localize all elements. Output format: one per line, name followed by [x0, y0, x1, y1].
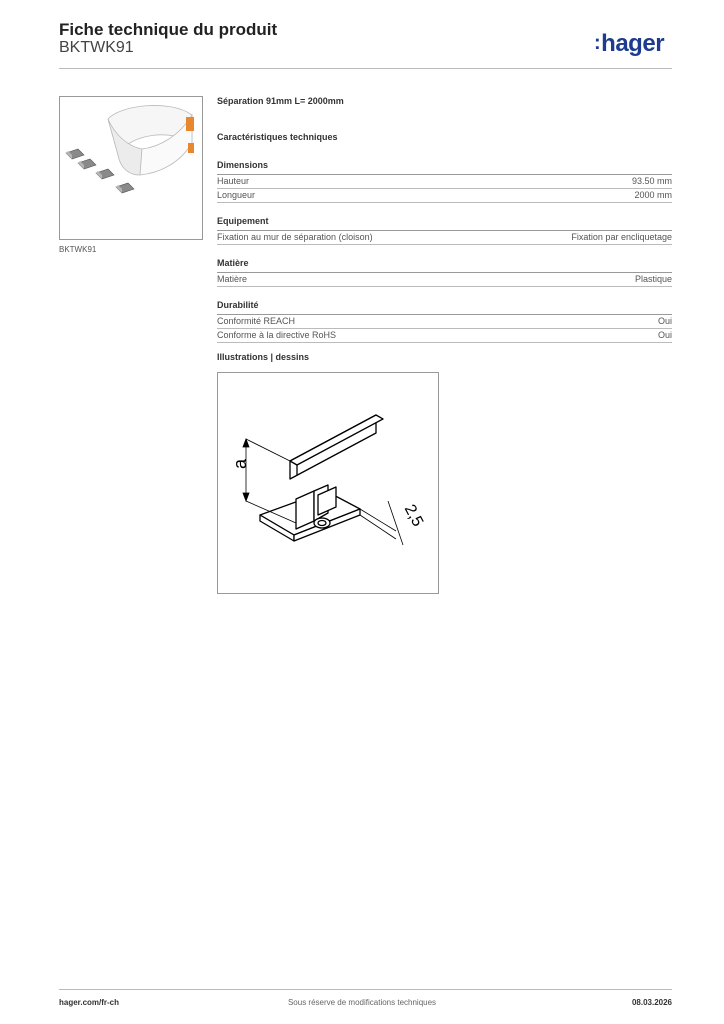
section-title: Caractéristiques techniques — [217, 132, 338, 142]
illustrations-title: Illustrations | dessins — [217, 352, 310, 362]
spec-row — [217, 329, 672, 343]
group-title: Equipement — [217, 216, 672, 231]
spec-label: Hauteur — [217, 176, 250, 186]
spec-label: Matière — [217, 274, 248, 284]
spec-label: Conformité REACH — [217, 316, 296, 326]
product-photo — [59, 96, 203, 240]
spec-value: Oui — [657, 316, 672, 326]
footer-divider — [59, 989, 672, 990]
logo-prefix: : — [594, 32, 601, 54]
spec-row — [217, 273, 672, 287]
product-reference: BKTWK91 — [59, 39, 134, 56]
product-photo-graphic — [60, 97, 202, 239]
header-divider — [59, 68, 672, 69]
footer-date: 08.03.2026 — [631, 998, 672, 1007]
spec-value: Fixation par encliquetage — [571, 232, 672, 242]
spec-value: 93.50 mm — [631, 176, 672, 186]
spec-label: Conforme à la directive RoHS — [217, 330, 337, 340]
dimension-a-label: a — [230, 458, 250, 469]
spec-table — [217, 96, 672, 356]
technical-drawing-graphic — [218, 373, 438, 593]
product-name: Séparation 91mm L= 2000mm — [217, 96, 344, 106]
group-title: Matière — [217, 258, 672, 273]
spec-label: Longueur — [217, 190, 256, 200]
spec-group-dimensions — [217, 160, 672, 203]
spec-row — [217, 231, 672, 245]
spec-row — [217, 315, 672, 329]
group-title: Durabilité — [217, 300, 672, 315]
spec-row — [217, 189, 672, 203]
hager-logo — [594, 30, 664, 58]
dimension-b-label: 2,5 — [400, 501, 427, 530]
technical-drawing — [217, 372, 439, 594]
footer-website-link[interactable]: hager.com/fr-ch — [59, 998, 120, 1007]
spec-group-matiere — [217, 258, 672, 287]
logo-text: hager — [601, 30, 665, 57]
spec-value: 2000 mm — [634, 190, 672, 200]
photo-caption: BKTWK91 — [59, 245, 97, 254]
spec-group-equipement — [217, 216, 672, 245]
spec-group-durabilite — [217, 300, 672, 343]
spec-row — [217, 175, 672, 189]
orange-clip-icon — [186, 117, 194, 131]
footer-disclaimer: Sous réserve de modifications techniques — [287, 998, 437, 1007]
spec-value: Plastique — [634, 274, 672, 284]
spec-label: Fixation au mur de séparation (cloison) — [217, 232, 373, 242]
group-title: Dimensions — [217, 160, 672, 175]
page-title: Fiche technique du produit — [59, 20, 278, 39]
spec-value: Oui — [657, 330, 672, 340]
